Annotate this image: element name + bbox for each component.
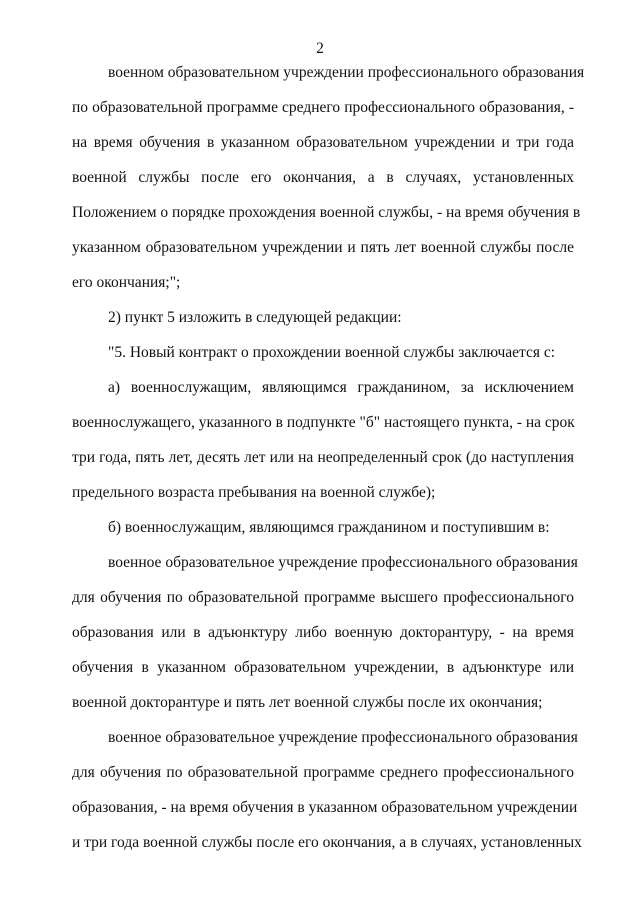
paragraph-2-line-1: 2) пункт 5 изложить в следующей редакции: [108, 309, 402, 326]
paragraph-4-line-4: предельного возраста пребывания на военной службе); [72, 484, 436, 501]
paragraph-3-line-1: "5. Новый контракт о прохождении военной службы заключается с: [108, 344, 556, 361]
paragraph-7-line-1: военное образовательное учреждение профессионального образования [108, 729, 578, 746]
paragraph-6-line-3: образования или в адъюнктуру либо военную докторантуру, - на время [72, 624, 574, 641]
paragraph-7-line-4: и три года военной службы после его окончания, а в случаях, установленных [72, 834, 582, 851]
paragraph-1-line-4: военной службы после его окончания, а в случаях, установленных [72, 169, 574, 186]
paragraph-1-line-2: по образовательной программе среднего профессионального образования, - [72, 99, 574, 116]
paragraph-1-line-3: на время обучения в указанном образовательном учреждении и три года [72, 134, 574, 151]
page-number: 2 [316, 40, 324, 57]
paragraph-1-line-6: указанном образовательном учреждении и пять лет военной службы после [72, 239, 574, 256]
paragraph-6-line-5: военной докторантуре и пять лет военной службы после их окончания; [72, 694, 543, 711]
paragraph-1-line-5: Положением о порядке прохождения военной службы, - на время обучения в [72, 204, 581, 221]
paragraph-4-line-3: три года, пять лет, десять лет или на неопределенный срок (до наступления [72, 449, 574, 466]
paragraph-1-line-7: его окончания;"; [72, 274, 181, 291]
paragraph-4-line-1: а) военнослужащим, являющимся гражданином, за исключением [108, 379, 574, 396]
paragraph-6-line-4: обучения в указанном образовательном учреждении, в адъюнктуре или [72, 659, 574, 676]
paragraph-7-line-3: образования, - на время обучения в указанном образовательном учреждении [72, 799, 578, 816]
paragraph-6-line-1: военное образовательное учреждение профессионального образования [108, 554, 578, 571]
paragraph-4-line-2: военнослужащего, указанного в подпункте "б" настоящего пункта, - на срок [72, 414, 575, 431]
paragraph-5-line-1: б) военнослужащим, являющимся гражданином и поступившим в: [108, 519, 550, 536]
paragraph-6-line-2: для обучения по образовательной программе высшего профессионального [72, 589, 574, 606]
paragraph-1-line-1: военном образовательном учреждении профессионального образования [108, 64, 585, 81]
paragraph-7-line-2: для обучения по образовательной программе среднего профессионального [72, 764, 574, 781]
